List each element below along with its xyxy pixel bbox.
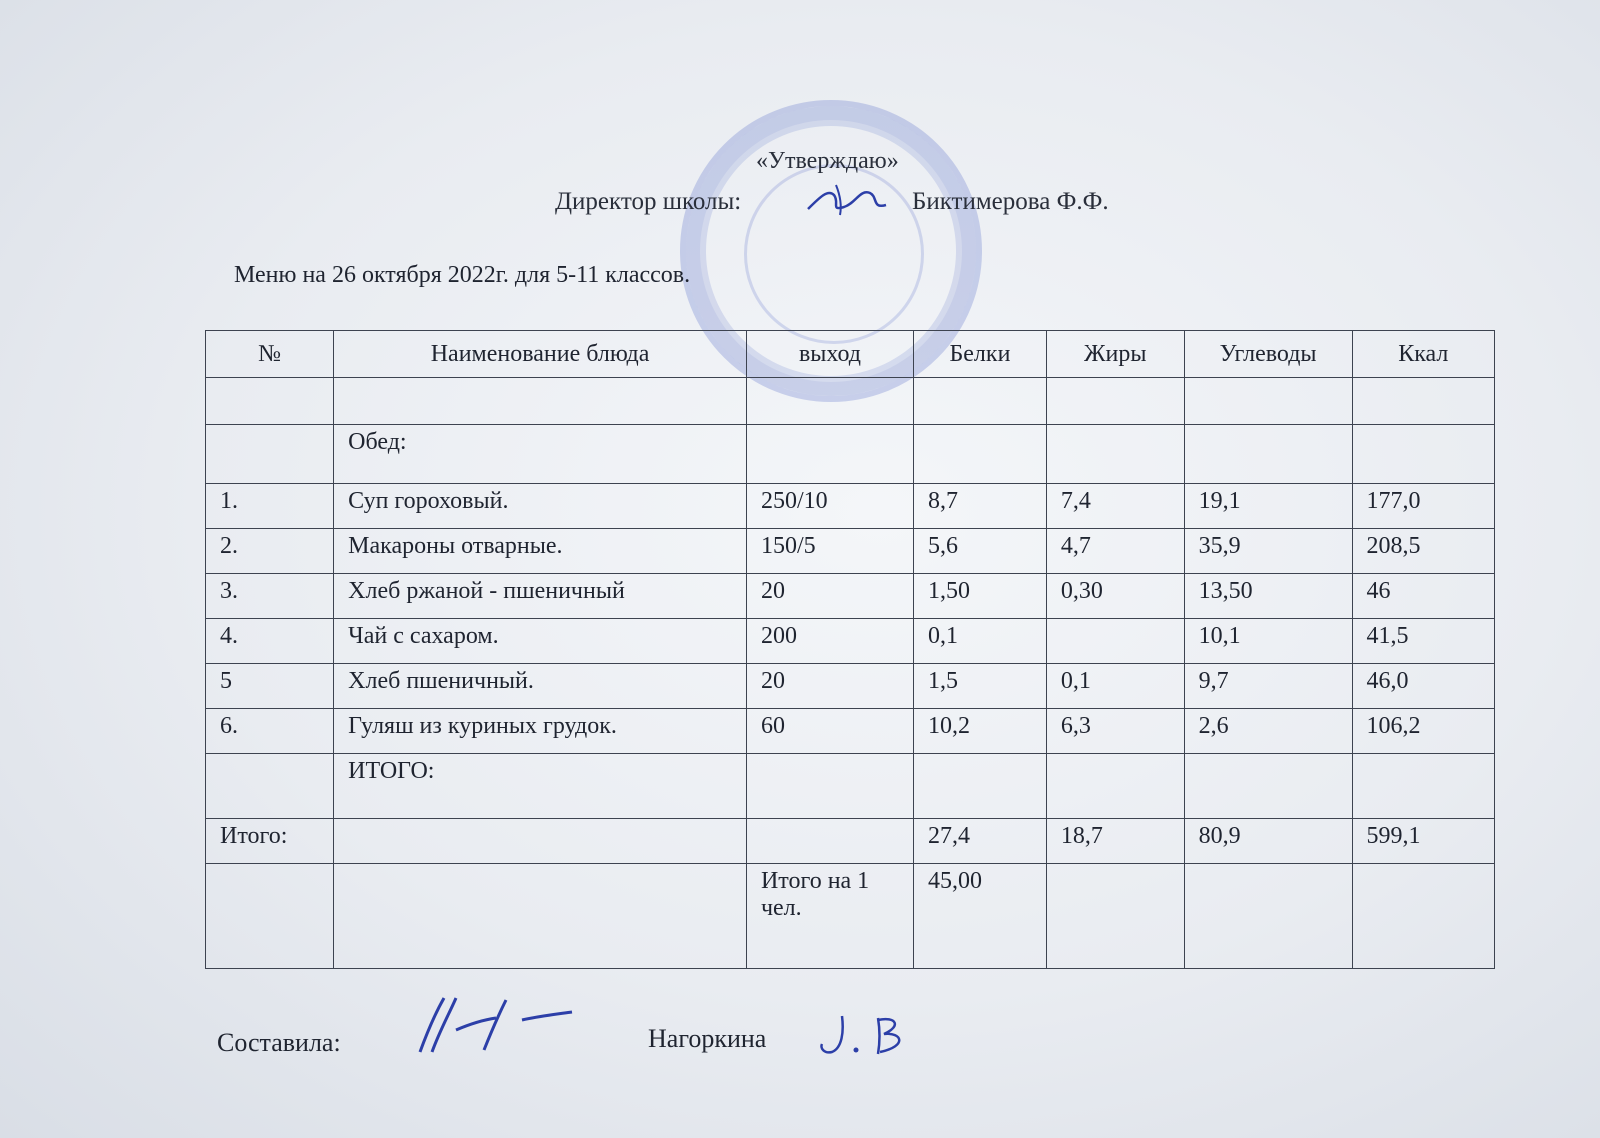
table-row-section [206,425,1495,484]
dish-output: 20 [746,664,913,709]
dish-fat: 4,7 [1046,529,1184,574]
compiler-signature [410,990,580,1060]
dish-output: 150/5 [746,529,913,574]
dish-carbs: 35,9 [1184,529,1352,574]
table-row [206,619,1495,664]
dish-kcal: 41,5 [1352,619,1494,664]
dish-kcal: 106,2 [1352,709,1494,754]
table-row [206,709,1495,754]
dish-protein: 0,1 [914,619,1047,664]
approval-heading: «Утверждаю» [756,148,899,174]
dish-name: Суп гороховый. [334,484,747,529]
dish-carbs: 2,6 [1184,709,1352,754]
dish-name: Чай с сахаром. [334,619,747,664]
per-person-value: 45,00 [914,864,1047,969]
compiler-name: Нагоркина [648,1024,767,1053]
column-header-carbs: Углеводы [1184,331,1352,378]
row-number: 4. [206,619,334,664]
table-row [206,529,1495,574]
column-header-dish: Наименование блюда [334,331,747,378]
dish-output: 20 [746,574,913,619]
dish-fat: 6,3 [1046,709,1184,754]
dish-kcal: 177,0 [1352,484,1494,529]
dish-protein: 5,6 [914,529,1047,574]
compiled-by-label: Составила: [217,1028,341,1057]
dish-kcal: 46,0 [1352,664,1494,709]
table-header-row [206,331,1495,378]
dish-protein: 10,2 [914,709,1047,754]
column-header-number: № [206,331,334,378]
total-kcal: 599,1 [1352,819,1494,864]
itogo-upper-label: ИТОГО: [334,754,747,819]
total-protein: 27,4 [914,819,1047,864]
dish-kcal: 208,5 [1352,529,1494,574]
dish-carbs: 9,7 [1184,664,1352,709]
dish-protein: 1,50 [914,574,1047,619]
table-row-per-person [206,864,1495,969]
dish-name: Хлеб пшеничный. [334,664,747,709]
column-header-kcal: Ккал [1352,331,1494,378]
table-row [206,664,1495,709]
dish-protein: 8,7 [914,484,1047,529]
column-header-protein: Белки [914,331,1047,378]
row-number: 5 [206,664,334,709]
director-signature [800,175,900,220]
column-header-output: выход [746,331,913,378]
per-person-label: Итого на 1 чел. [746,864,913,969]
table-row-total [206,819,1495,864]
dish-carbs: 19,1 [1184,484,1352,529]
dish-fat: 0,1 [1046,664,1184,709]
table-row [206,574,1495,619]
dish-protein: 1,5 [914,664,1047,709]
dish-carbs: 10,1 [1184,619,1352,664]
total-label: Итого: [206,819,334,864]
table-row [206,484,1495,529]
total-fat: 18,7 [1046,819,1184,864]
director-label: Директор школы: [555,188,742,215]
dish-fat: 0,30 [1046,574,1184,619]
dish-name: Хлеб ржаной - пшеничный [334,574,747,619]
compiler-initials [812,1010,922,1062]
menu-title: Меню на 26 октября 2022г. для 5-11 классов. [234,262,691,288]
row-number: 3. [206,574,334,619]
dish-output: 60 [746,709,913,754]
total-carbs: 80,9 [1184,819,1352,864]
section-label: Обед: [334,425,747,484]
table-row-itogo-label [206,754,1495,819]
dish-kcal: 46 [1352,574,1494,619]
dish-name: Макароны отварные. [334,529,747,574]
row-number: 1. [206,484,334,529]
row-number: 2. [206,529,334,574]
row-number: 6. [206,709,334,754]
dish-carbs: 13,50 [1184,574,1352,619]
dish-fat: 7,4 [1046,484,1184,529]
dish-output: 200 [746,619,913,664]
column-header-fat: Жиры [1046,331,1184,378]
dish-fat [1046,619,1184,664]
dish-output: 250/10 [746,484,913,529]
director-name: Биктимерова Ф.Ф. [912,188,1109,215]
dish-name: Гуляш из куриных грудок. [334,709,747,754]
menu-table [205,330,1495,969]
table-row-empty [206,378,1495,425]
